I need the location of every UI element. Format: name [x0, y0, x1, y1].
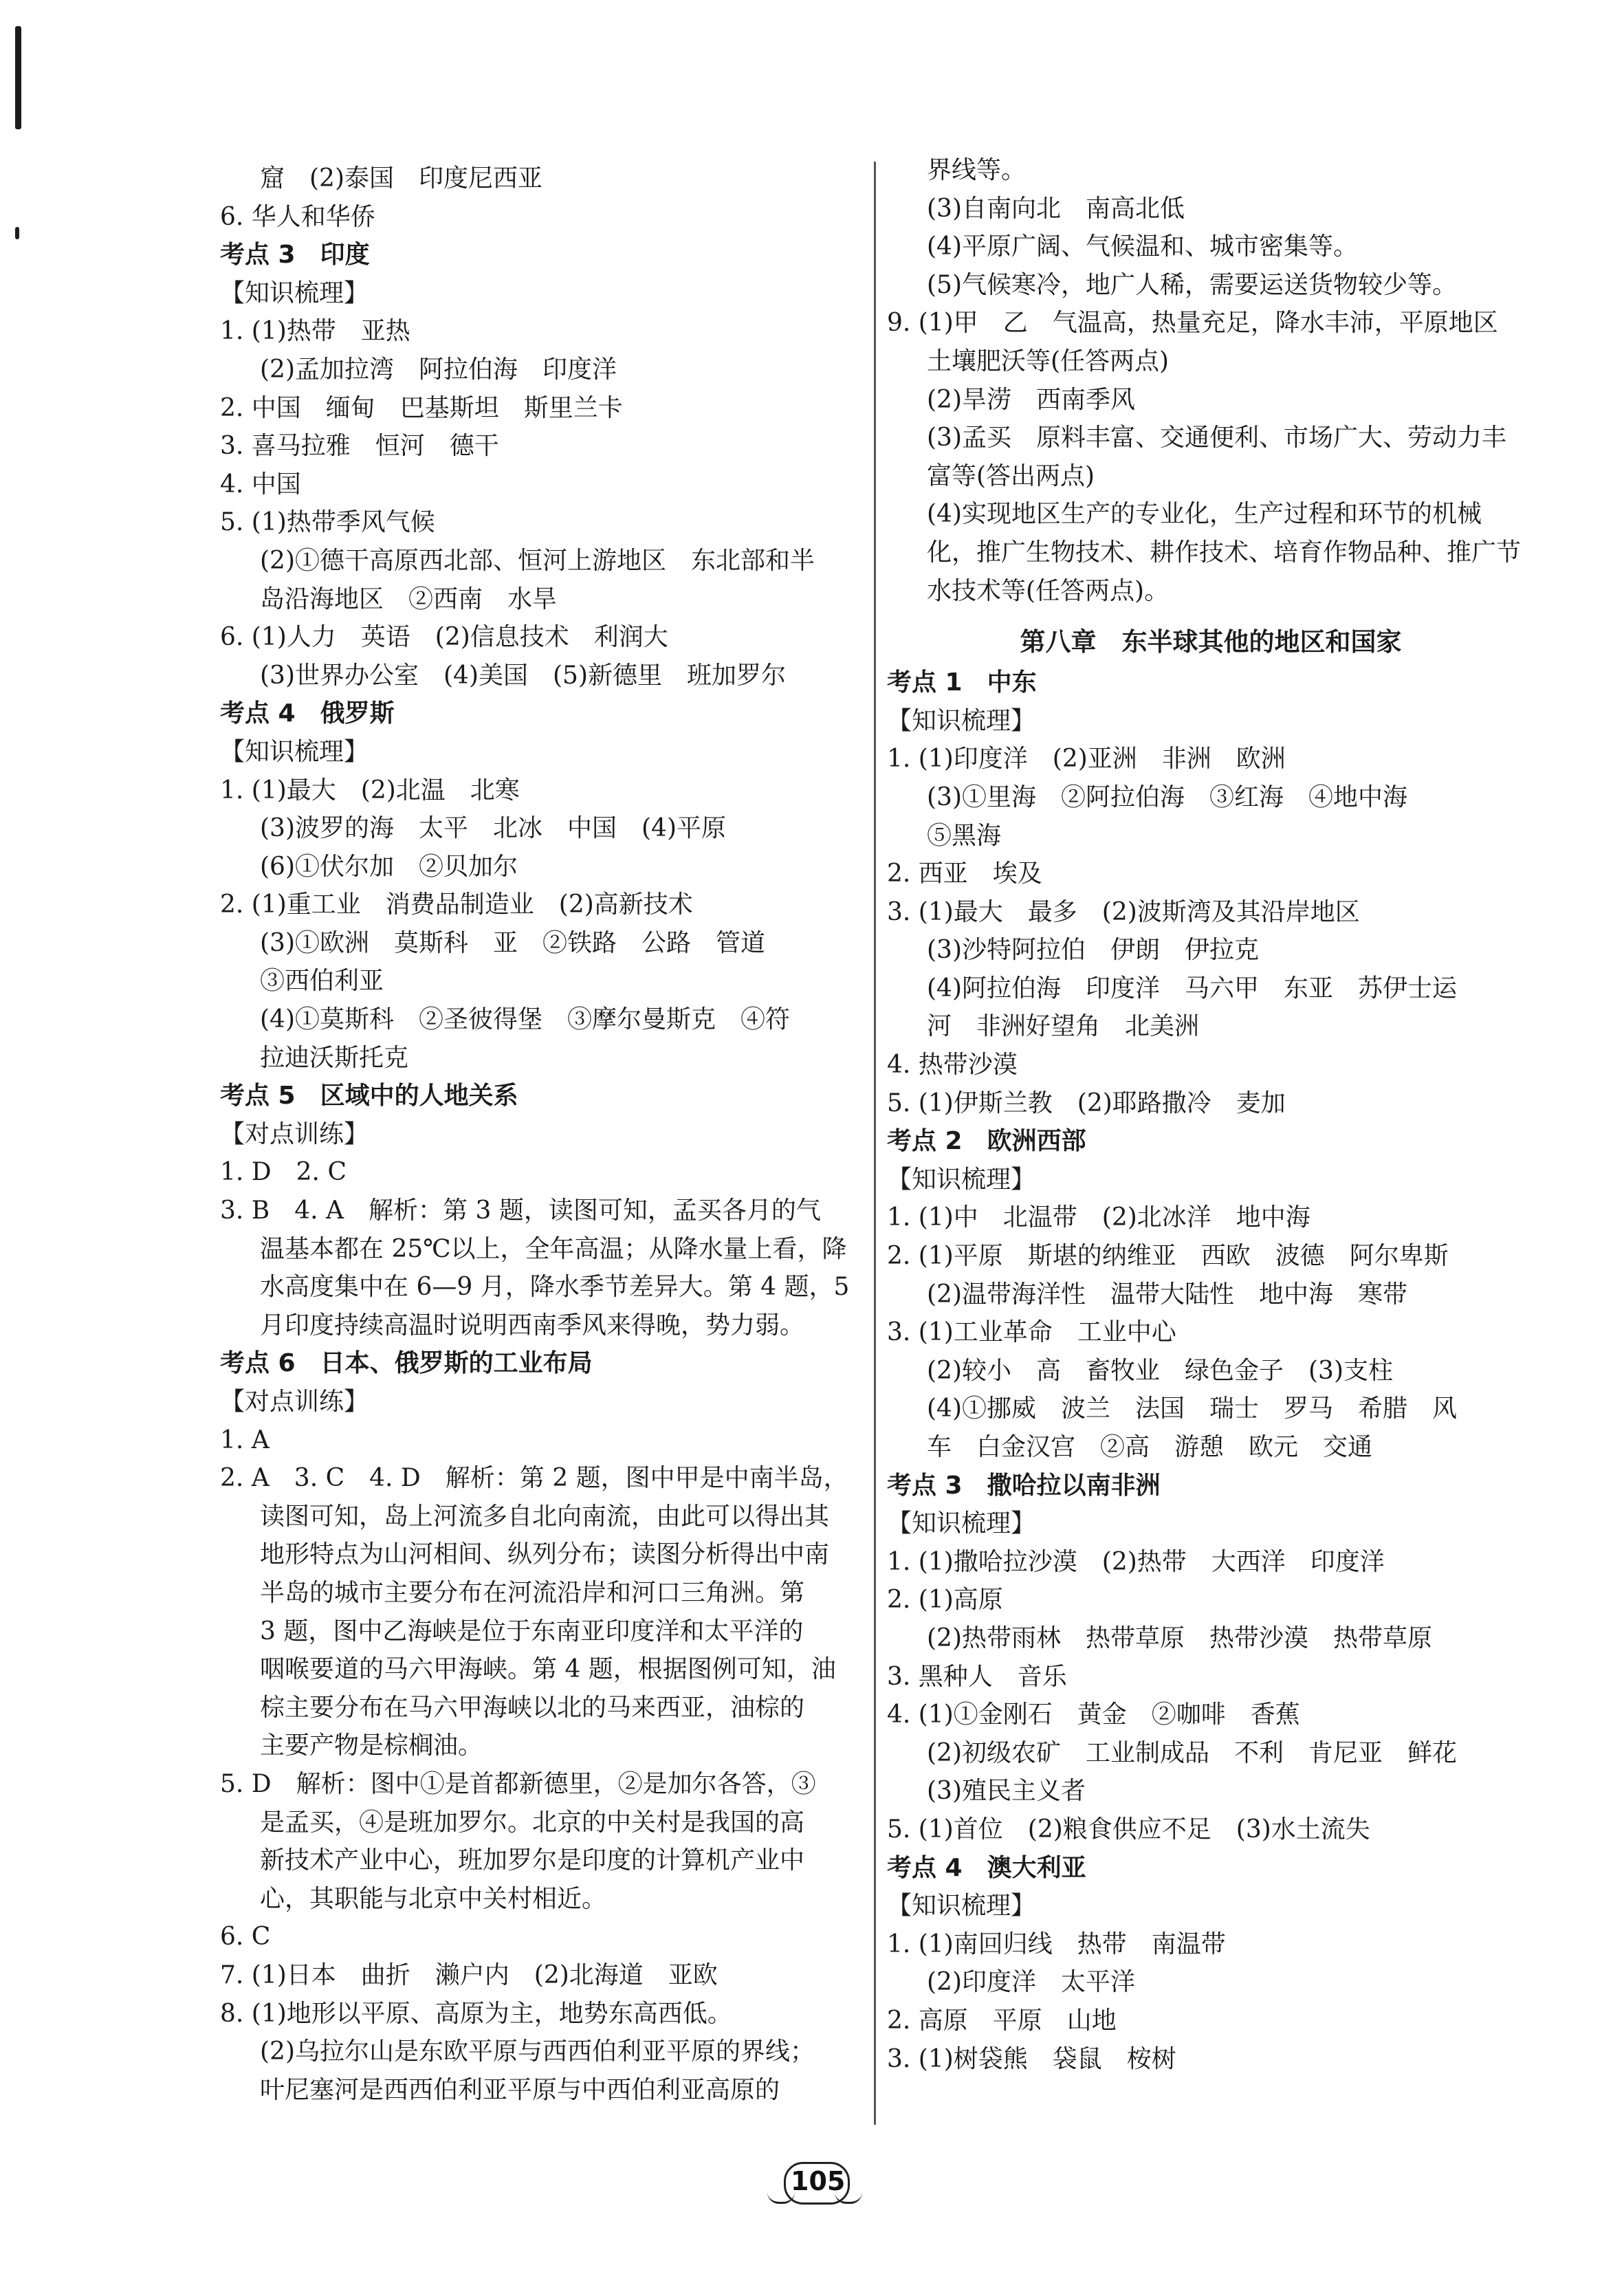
answer-item: 5. (1)伊斯兰教 (2)耶路撒冷 麦加 — [887, 1089, 1286, 1117]
answer-item: 2. 高原 平原 山地 — [887, 2006, 1117, 2035]
answer-item: 2. (1)高原 — [887, 1586, 1003, 1615]
subsection-label: 【知识梳理】 — [220, 737, 369, 766]
answer-continuation: 拉迪沃斯托克 — [260, 1043, 409, 1072]
answer-item: 1. (1)中 北温带 (2)北冰洋 地中海 — [887, 1203, 1310, 1232]
answer-item: 3. 喜马拉雅 恒河 德干 — [220, 432, 499, 461]
answer-continuation: 读图可知，岛上河流多自北向南流，由此可以得出其 — [260, 1502, 830, 1531]
answer-item: 2. 中国 缅甸 巴基斯坦 斯里兰卡 — [220, 393, 623, 422]
answer-continuation: ③西伯利亚 — [260, 967, 384, 996]
answer-continuation: (4)实现地区生产的专业化，生产过程和环节的机械 — [927, 500, 1482, 529]
answer-item: 1. (1)撒哈拉沙漠 (2)热带 大西洋 印度洋 — [887, 1547, 1385, 1576]
answer-continuation: 水高度集中在 6—9 月，降水季节差异大。第 4 题，5 — [260, 1273, 850, 1302]
answer-continuation: 界线等。 — [927, 156, 1027, 184]
right-column-top — [887, 151, 1535, 610]
binding-mark — [15, 227, 19, 239]
answer-item: 1. (1)印度洋 (2)亚洲 非洲 欧洲 — [887, 745, 1286, 774]
answer-item: 1. A — [220, 1425, 270, 1454]
answer-continuation: (2)热带雨林 热带草原 热带沙漠 热带草原 — [927, 1623, 1432, 1652]
answer-continuation: 水技术等(任答两点)。 — [927, 576, 1170, 605]
answer-item: 1. (1)最大 (2)北温 北寒 — [220, 776, 520, 805]
section-heading: 考点 6 日本、俄罗斯的工业布局 — [220, 1349, 593, 1378]
answer-continuation: (5)气候寒冷，地广人稀，需要运送货物较少等。 — [927, 270, 1457, 299]
right-column — [887, 151, 1535, 2078]
answer-item: 5. (1)热带季风气候 — [220, 508, 435, 537]
section-heading: 考点 4 俄罗斯 — [220, 699, 395, 728]
answer-item: 3. (1)工业革命 工业中心 — [887, 1318, 1176, 1347]
answer-continuation: (2)较小 高 畜牧业 绿色金子 (3)支柱 — [927, 1356, 1393, 1385]
answer-item: 1. (1)南回归线 热带 南温带 — [887, 1929, 1226, 1958]
answer-item: 2. A 3. C 4. D 解析：第 2 题，图中甲是中南半岛， — [220, 1464, 848, 1493]
answer-continuation: 土壤肥沃等(任答两点) — [927, 347, 1170, 375]
left-column — [220, 160, 872, 2109]
answer-item: 2. 西亚 埃及 — [887, 860, 1042, 888]
subsection-label: 【知识梳理】 — [887, 1892, 1036, 1921]
page-number: 105 — [791, 2166, 846, 2196]
subsection-label: 【对点训练】 — [220, 1119, 369, 1148]
answer-continuation: 车 白金汉宫 ②高 游憩 欧元 交通 — [927, 1433, 1373, 1461]
answer-continuation: 温基本都在 25℃以上，全年高温；从降水量上看，降 — [260, 1234, 847, 1263]
subsection-label: 【对点训练】 — [220, 1388, 369, 1416]
answer-item: 5. D 解析：图中①是首都新德里，②是加尔各答，③ — [220, 1769, 816, 1798]
subsection-label: 【知识梳理】 — [220, 278, 369, 307]
section-heading: 考点 5 区域中的人地关系 — [220, 1082, 518, 1111]
answer-continuation: 富等(答出两点) — [927, 461, 1095, 490]
answer-continuation: 窟 (2)泰国 印度尼西亚 — [260, 164, 542, 193]
answer-continuation: (3)世界办公室 (4)美国 (5)新德里 班加罗尔 — [260, 661, 786, 690]
answer-item: 1. (1)热带 亚热 — [220, 317, 410, 346]
answer-continuation: 心，其职能与北京中关村相近。 — [260, 1884, 607, 1913]
section-heading: 考点 2 欧洲西部 — [887, 1127, 1086, 1156]
answer-continuation: (3)殖民主义者 — [927, 1777, 1086, 1806]
answer-continuation: (6)①伏尔加 ②贝加尔 — [260, 852, 518, 881]
answer-item: 6. 华人和华侨 — [220, 202, 375, 231]
answer-continuation: ⑤黑海 — [927, 821, 1002, 850]
answer-item: 2. (1)重工业 消费品制造业 (2)高新技术 — [220, 890, 693, 919]
right-column-bottom — [887, 664, 1535, 2078]
page-number-badge — [763, 2159, 859, 2214]
answer-item: 4. (1)①金刚石 黄金 ②咖啡 香蕉 — [887, 1701, 1300, 1729]
chapter-title: 第八章 东半球其他的地区和国家 — [1020, 627, 1402, 657]
answer-item: 5. (1)首位 (2)粮食供应不足 (3)水土流失 — [887, 1815, 1370, 1844]
answer-continuation: 主要产物是棕榈油。 — [260, 1731, 483, 1760]
answer-item: 3. (1)树袋熊 袋鼠 桉树 — [887, 2044, 1176, 2073]
subsection-label: 【知识梳理】 — [887, 706, 1036, 735]
answer-continuation: (3)波罗的海 太平 北冰 中国 (4)平原 — [260, 814, 726, 843]
section-heading: 考点 1 中东 — [887, 668, 1037, 697]
answer-continuation: (2)①德干高原西北部、恒河上游地区 东北部和半 — [260, 546, 815, 575]
answer-continuation: 新技术产业中心，班加罗尔是印度的计算机产业中 — [260, 1846, 805, 1875]
answer-continuation: (4)①挪威 波兰 法国 瑞士 罗马 希腊 风 — [927, 1395, 1457, 1423]
subsection-label: 【知识梳理】 — [887, 1509, 1036, 1538]
answer-item: 7. (1)日本 曲折 濑户内 (2)北海道 亚欧 — [220, 1960, 718, 1989]
answer-item: 3. 黑种人 音乐 — [887, 1662, 1067, 1691]
answer-continuation: (4)阿拉伯海 印度洋 马六甲 东亚 苏伊士运 — [927, 974, 1457, 1003]
answer-continuation: 3 题，图中乙海峡是位于东南亚印度洋和太平洋的 — [260, 1617, 804, 1646]
answer-continuation: 是孟买，④是班加罗尔。北京的中关村是我国的高 — [260, 1808, 805, 1837]
answer-continuation: (2)旱涝 西南季风 — [927, 385, 1135, 414]
answer-item: 6. C — [220, 1923, 271, 1952]
answer-item: 8. (1)地形以平原、高原为主，地势东高西低。 — [220, 1999, 732, 2028]
section-heading: 考点 4 澳大利亚 — [887, 1853, 1086, 1882]
answer-item: 3. (1)最大 最多 (2)波斯湾及其沿岸地区 — [887, 897, 1360, 926]
answer-continuation: (2)孟加拉湾 阿拉伯海 印度洋 — [260, 355, 617, 384]
answer-continuation: (2)温带海洋性 温带大陆性 地中海 寒带 — [927, 1280, 1407, 1309]
answer-continuation: 月印度持续高温时说明西南季风来得晚，势力弱。 — [260, 1311, 805, 1340]
answer-item: 9. (1)甲 乙 气温高，热量充足，降水丰沛，平原地区 — [887, 309, 1498, 338]
answer-continuation: (4)平原广阔、气候温和、城市密集等。 — [927, 232, 1358, 261]
answer-continuation: (3)孟买 原料丰富、交通便利、市场广大、劳动力丰 — [927, 424, 1506, 452]
answer-continuation: 棕主要分布在马六甲海峡以北的马来西亚，油棕的 — [260, 1693, 805, 1722]
answer-continuation: (3)①里海 ②阿拉伯海 ③红海 ④地中海 — [927, 783, 1407, 811]
answer-continuation: (2)乌拉尔山是东欧平原与西西伯利亚平原的界线； — [260, 2037, 815, 2066]
answer-continuation: 化，推广生物技术、耕作技术、培育作物品种、推广节 — [927, 538, 1522, 567]
answer-item: 4. 中国 — [220, 470, 301, 499]
subsection-label: 【知识梳理】 — [887, 1165, 1036, 1194]
answer-item: 2. (1)平原 斯堪的纳维亚 西欧 波德 阿尔卑斯 — [887, 1242, 1449, 1271]
answer-continuation: (3)①欧洲 莫斯科 亚 ②铁路 公路 管道 — [260, 928, 765, 957]
answer-continuation: 咽喉要道的马六甲海峡。第 4 题，根据图例可知，油 — [260, 1655, 836, 1684]
answer-item: 4. 热带沙漠 — [887, 1051, 1018, 1080]
answer-item: 1. D 2. C — [220, 1158, 347, 1187]
answer-continuation: (4)①莫斯科 ②圣彼得堡 ③摩尔曼斯克 ④符 — [260, 1005, 790, 1034]
answer-continuation: (3)自南向北 南高北低 — [927, 194, 1185, 223]
answer-continuation: 叶尼塞河是西西伯利亚平原与中西伯利亚高原的 — [260, 2075, 780, 2104]
section-heading: 考点 3 撒哈拉以南非洲 — [887, 1471, 1161, 1500]
column-divider — [874, 162, 876, 2125]
binding-mark — [15, 26, 21, 129]
answer-continuation: (3)沙特阿拉伯 伊朗 伊拉克 — [927, 936, 1259, 965]
answer-item: 3. B 4. A 解析：第 3 题，读图可知，孟买各月的气 — [220, 1196, 821, 1225]
answer-continuation: (2)初级农矿 工业制成品 不利 肯尼亚 鲜花 — [927, 1738, 1457, 1767]
answer-continuation: 半岛的城市主要分布在河流沿岸和河口三角洲。第 — [260, 1578, 805, 1607]
answer-continuation: 岛沿海地区 ②西南 水旱 — [260, 584, 558, 613]
answer-continuation: 河 非洲好望角 北美洲 — [927, 1012, 1200, 1041]
answer-item: 6. (1)人力 英语 (2)信息技术 利润大 — [220, 623, 668, 652]
answer-continuation: (2)印度洋 太平洋 — [927, 1968, 1135, 1997]
answer-continuation: 地形特点为山河相间、纵列分布；读图分析得出中南 — [260, 1540, 830, 1569]
section-heading: 考点 3 印度 — [220, 241, 370, 270]
